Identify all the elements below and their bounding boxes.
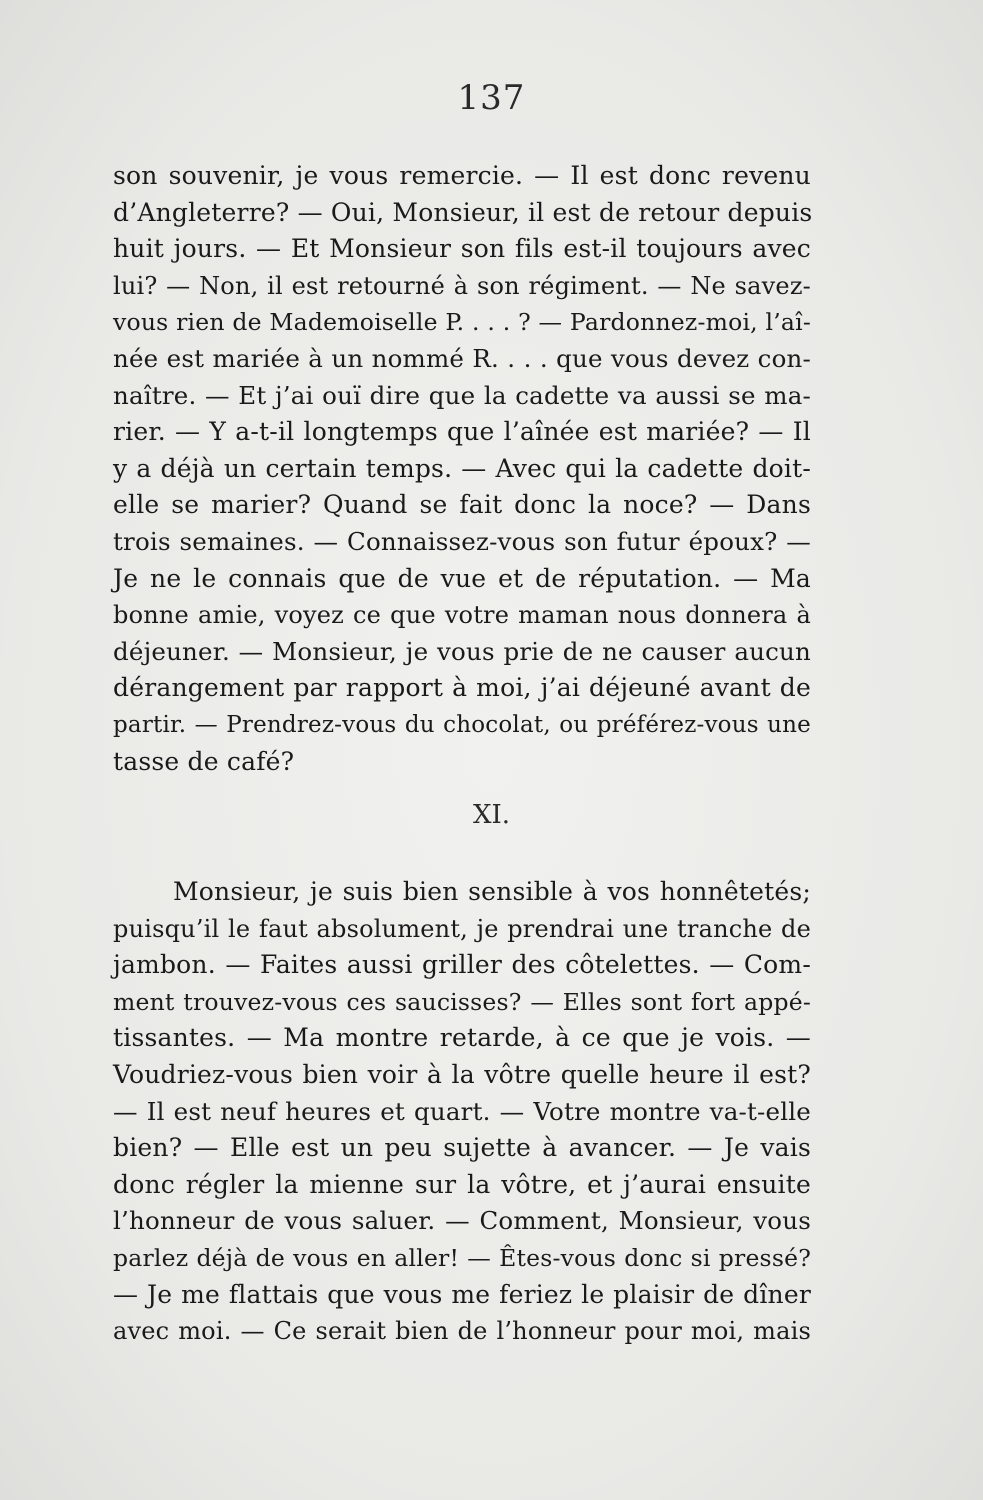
text-line: bien? — Elle est un peu sujette à avancer. — Je vais [113,1133,811,1163]
text-line: trois semaines. — Connaissez-vous son futur époux? — [113,526,811,556]
text-line: — Il est neuf heures et quart. — Votre montre va-t-elle [113,1096,811,1126]
text-line: dérangement par rapport à moi, j’ai déjeuné avant de [113,673,811,703]
page-number: 137 [457,78,526,118]
text-line: tasse de café? [113,746,295,776]
text-line: tissantes. — Ma montre retarde, à ce que je vois. — [113,1023,811,1053]
text-line: naître. — Et j’ai ouï dire que la cadette va aussi se ma- [113,380,811,410]
text-line: donc régler la mienne sur la vôtre, et j’aurai ensuite [113,1169,811,1199]
text-line: elle se marier? Quand se fait donc la noce? — Dans [113,490,811,520]
text-line: huit jours. — Et Monsieur son fils est-il toujours avec [113,234,811,264]
text-line: jambon. — Faites aussi griller des côtelettes. — Com- [113,950,811,980]
paragraph-section-xi [113,874,811,1350]
text-line: née est mariée à un nommé R. . . . que vous devez con- [113,343,811,373]
text-line: lui? — Non, il est retourné à son régiment. — Ne savez- [113,271,811,300]
text-line: avec moi. — Ce serait bien de l’honneur pour moi, mais [113,1317,811,1346]
text-line: puisqu’il le faut absolument, je prendrai une tranche de [113,914,811,943]
text-line: Je ne le connais que de vue et de réputation. — Ma [113,563,811,593]
text-line: déjeuner. — Monsieur, je vous prie de ne causer aucun [113,636,811,666]
text-line: parlez déjà de vous en aller! — Êtes-vous donc si pressé? [113,1243,811,1272]
section-heading: XI. [472,800,511,830]
text-line: Monsieur, je suis bien sensible à vos honnêtetés; [173,877,811,906]
text-line: l’honneur de vous saluer. — Comment, Monsieur, vous [113,1206,811,1236]
text-line: rier. — Y a-t-il longtemps que l’aînée est mariée? — Il [113,417,811,447]
text-line: bonne amie, voyez ce que votre maman nous donnera à [113,601,811,630]
text-line: ment trouvez-vous ces saucisses? — Elles sont fort appé- [113,987,811,1016]
text-line: Voudriez-vous bien voir à la vôtre quelle heure il est? [113,1059,811,1089]
text-line: d’Angleterre? — Oui, Monsieur, il est de retour depuis [113,197,813,227]
text-line: vous rien de Mademoiselle P. . . . ? — Pardonnez-moi, l’aî- [113,308,811,337]
text-line: partir. — Prendrez-vous du chocolat, ou préférez-vous une [113,711,811,738]
paragraph-continued [113,158,811,780]
text-line: — Je me flattais que vous me feriez le plaisir de dîner [113,1279,811,1309]
text-line: y a déjà un certain temps. — Avec qui la cadette doit- [113,453,811,483]
text-line: son souvenir, je vous remercie. — Il est donc revenu [113,161,811,190]
